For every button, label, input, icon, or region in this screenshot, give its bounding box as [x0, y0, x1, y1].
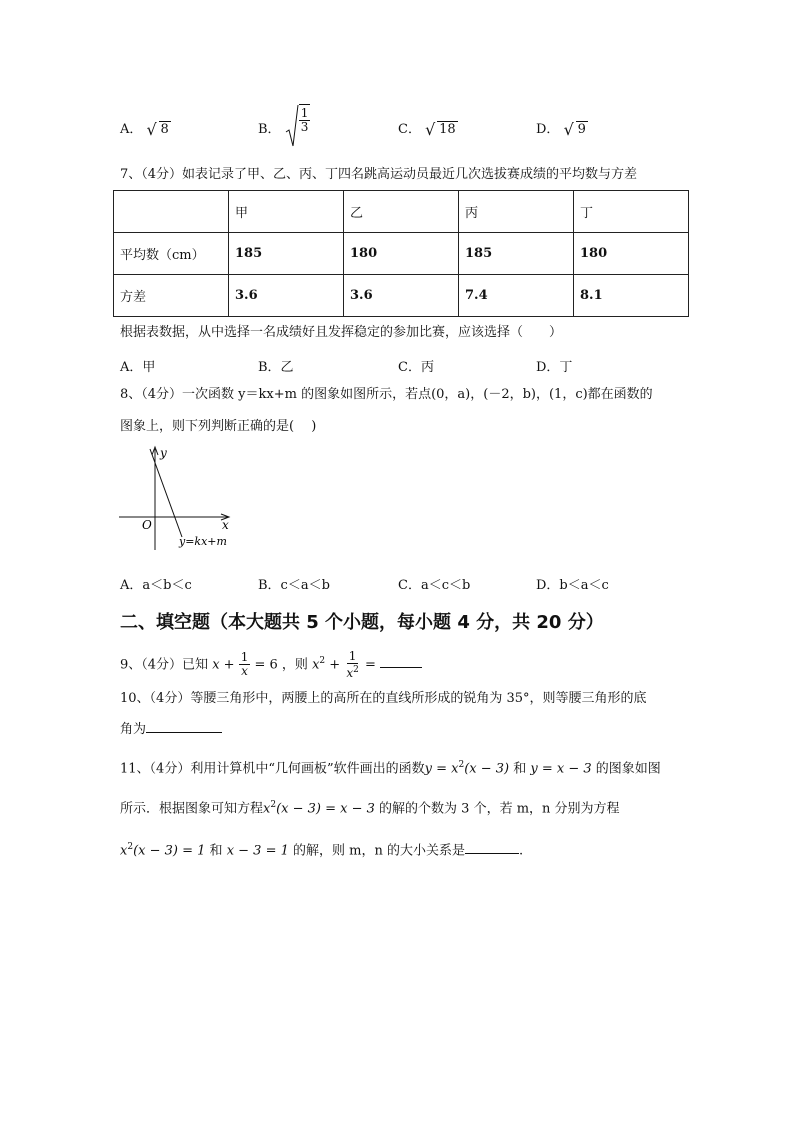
answer-blank[interactable] — [465, 841, 519, 854]
q6-option-a-letter: A． — [120, 122, 143, 137]
q6-option-a-radicand: 8 — [160, 122, 169, 137]
q8-stem-line2: 图象上，则下列判断正确的是( ) — [120, 419, 317, 434]
table-cell: 7.4 — [459, 275, 574, 317]
q11-line3-and: 和 — [205, 843, 227, 859]
q8-stem-line1: 8、（4分）一次函数 y＝kx+m 的图象如图所示，若点(0，a)，(－2，b)，(1，c)都在函数的 — [120, 387, 653, 402]
table-cell: 甲 — [229, 191, 344, 233]
table-cell: 乙 — [344, 191, 459, 233]
q7-question: 根据表数据，从中选择一名成绩好且发挥稳定的参加比赛，应该选择（ ） — [120, 325, 563, 340]
table-cell: 丙 — [459, 191, 574, 233]
sqrt-symbol: √ 8 — [146, 120, 169, 139]
q7-stem: 7、（4分）如表记录了甲、乙、丙、丁四名跳高运动员最近几次选拔赛成绩的平均数与方差 — [120, 167, 638, 182]
q8-option-d: D．b＜a＜c — [536, 578, 609, 593]
q11-func1-sup: 2 — [458, 760, 465, 770]
sqrt-symbol: √ 9 — [563, 120, 586, 139]
q10-line1: 10、（4分）等腰三角形中，两腰上的高所在的直线所形成的锐角为 35°，则等腰三角形的底 — [120, 691, 647, 706]
q9-eq2-sup: 2 — [319, 656, 326, 666]
origin-label: O — [142, 518, 152, 532]
q9-fraction-num: 1 — [240, 650, 249, 665]
table-cell: 3.6 — [229, 275, 344, 317]
x-axis-label: x — [222, 518, 229, 532]
q11-eq-r: (x − 3) = x − 3 — [276, 801, 375, 817]
q11-line1-a: 11、（4分）利用计算机中“几何画板”软件画出的函数 — [120, 761, 425, 777]
q6-option-b-denominator: 3 — [300, 120, 309, 134]
table-cell: 180 — [574, 233, 689, 275]
q9-fraction-2 — [344, 650, 361, 680]
q8-function-graph — [115, 445, 245, 555]
q9-eq2-var: x — [312, 657, 320, 673]
q9-eq1-var: x — [212, 657, 220, 673]
q6-option-b-letter: B． — [258, 121, 281, 137]
q11-eq4: x − 3 = 1 — [226, 843, 289, 859]
q11-line2-b: 的解的个数为 3 个，若 m，n 分别为方程 — [374, 801, 620, 817]
y-axis-label: y — [160, 446, 167, 460]
q8-option-b: B．c＜a＜b — [258, 578, 330, 593]
q7-table — [113, 190, 689, 317]
q7-option-b: B．乙 — [258, 360, 294, 375]
radical-sign-icon — [285, 104, 299, 148]
table-cell: 丁 — [574, 191, 689, 233]
sqrt-symbol — [285, 104, 311, 134]
q9-eq1-rhs: = 6 — [250, 657, 278, 673]
q11-line2-a: 所示．根据图象可知方程 — [120, 801, 264, 817]
answer-blank[interactable] — [146, 720, 222, 733]
q11-func1-rest: (x − 3) — [464, 761, 510, 777]
q9-eq1-plus: + — [219, 657, 239, 673]
table-cell: 3.6 — [344, 275, 459, 317]
q11-eq3-sup: 2 — [127, 842, 134, 852]
q9-fraction2-num: 1 — [348, 648, 357, 663]
answer-blank[interactable] — [380, 655, 422, 668]
q10-line2 — [120, 720, 222, 739]
q11-line3-b: 的解，则 m，n 的大小关系是 — [288, 843, 465, 859]
q11-line1-b: 的图象如图 — [591, 761, 661, 777]
q11-line3-end: . — [519, 843, 524, 859]
q11-line2 — [120, 796, 620, 818]
q8-option-c: C．a＜c＜b — [398, 578, 471, 593]
q9-eq2-rhs: = — [360, 657, 381, 673]
table-row — [114, 233, 689, 275]
q9 — [120, 646, 422, 680]
table-row — [114, 191, 689, 233]
q6-option-c — [398, 118, 458, 137]
table-cell: 平均数（cm） — [114, 233, 229, 275]
table-cell: 8.1 — [574, 275, 689, 317]
q9-den2: x — [346, 665, 354, 680]
q9-fraction-den: x — [241, 664, 248, 679]
table-cell — [114, 191, 229, 233]
sqrt-symbol: √ 18 — [425, 120, 456, 139]
q9-den2-sup: 2 — [353, 664, 359, 675]
q6-option-d — [536, 118, 588, 137]
q11-eq3-r: (x − 3) = 1 — [133, 843, 206, 859]
q11-eq3-l: x — [120, 843, 128, 859]
q9-fraction — [239, 651, 251, 678]
q10-line2-text: 角为 — [120, 722, 147, 737]
q7-option-a: A．甲 — [120, 360, 156, 375]
q6-option-d-letter: D． — [536, 122, 560, 137]
q6-option-b-numerator: 1 — [300, 106, 309, 120]
table-cell: 方差 — [114, 275, 229, 317]
q6-option-d-radicand: 9 — [577, 122, 586, 137]
q11-func1: y = x — [424, 761, 459, 777]
q9-prefix: 9、（4分）已知 — [120, 657, 209, 673]
q6-option-a — [120, 118, 171, 137]
q6-option-c-radicand: 18 — [439, 122, 456, 137]
q8-option-a: A．a＜b＜c — [120, 578, 192, 593]
q9-eq2-plus: + — [325, 657, 345, 673]
q9-middle: ，则 — [281, 657, 308, 673]
q7-option-c: C．丙 — [398, 360, 434, 375]
q11-eq-sup: 2 — [270, 800, 277, 810]
q11-and: 和 — [509, 761, 531, 777]
q11-line1 — [120, 756, 661, 778]
table-cell: 185 — [459, 233, 574, 275]
q11-line3 — [120, 838, 523, 860]
q6-option-c-letter: C． — [398, 122, 421, 137]
q7-option-d: D．丁 — [536, 360, 573, 375]
section-title: 二、填空题（本大题共 5 个小题，每小题 4 分，共 20 分） — [120, 612, 604, 633]
table-cell: 180 — [344, 233, 459, 275]
q11-func2: y = x − 3 — [530, 761, 592, 777]
table-row — [114, 275, 689, 317]
table-cell: 185 — [229, 233, 344, 275]
q6-option-b — [258, 104, 310, 137]
function-line-label: y=kx+m — [179, 535, 227, 548]
q9-fraction2-den — [344, 664, 361, 680]
q11-eq-l: x — [263, 801, 271, 817]
